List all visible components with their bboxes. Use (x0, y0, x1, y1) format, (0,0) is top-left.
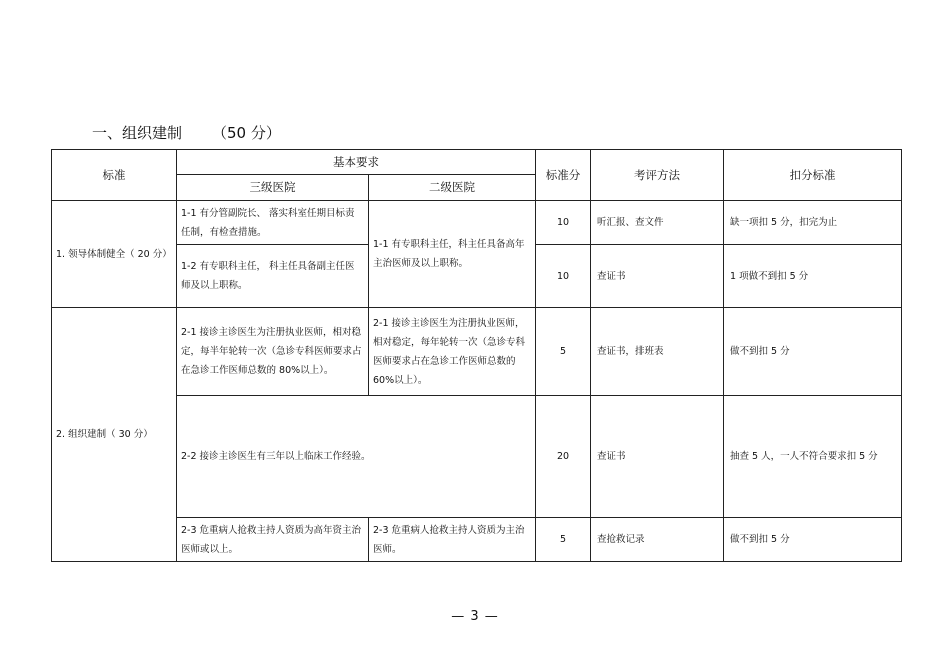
header-tier2: 二级医院 (369, 175, 536, 201)
method-cell: 听汇报、查文件 (591, 201, 724, 245)
table-row (52, 518, 902, 562)
method-cell: 查证书 (591, 396, 724, 518)
header-method: 考评方法 (591, 150, 724, 201)
deduction-cell: 做不到扣 5 分 (724, 308, 902, 396)
table-row (52, 308, 902, 396)
evaluation-table (51, 149, 902, 562)
tier2-requirement: 2-3 危重病人抢救主持人资质为主治医师。 (369, 518, 536, 562)
section-score: （50 分） (212, 124, 281, 142)
header-score: 标准分 (536, 150, 591, 201)
table-row (52, 396, 902, 518)
score-cell: 5 (536, 518, 591, 562)
table-row (52, 201, 902, 245)
merged-requirement: 2-2 接诊主诊医生有三年以上临床工作经验。 (177, 396, 536, 518)
deduction-cell: 1 项做不到扣 5 分 (724, 245, 902, 308)
score-cell: 20 (536, 396, 591, 518)
deduction-cell: 抽查 5 人，一人不符合要求扣 5 分 (724, 396, 902, 518)
header-standard: 标准 (52, 150, 177, 201)
tier2-requirement: 2-1 接诊主诊医生为注册执业医师，相对稳定，每年轮转一次（急诊专科医师要求占在急诊工作医师总数的 60%以上）。 (369, 308, 536, 396)
section-heading: 一、组织建制 (92, 124, 183, 142)
tier3-requirement: 2-1 接诊主诊医生为注册执业医师，相对稳定，每半年轮转一次（急诊专科医师要求占在急诊工作医师总数的 80%以上）。 (177, 308, 369, 396)
header-tier3: 三级医院 (177, 175, 369, 201)
method-cell: 查证书，排班表 (591, 308, 724, 396)
score-cell: 5 (536, 308, 591, 396)
standard-cell: 1. 领导体制健全（ 20 分） (52, 201, 177, 308)
method-cell: 查抢救记录 (591, 518, 724, 562)
deduction-cell: 做不到扣 5 分 (724, 518, 902, 562)
tier2-requirement: 1-1 有专职科主任，科主任具备高年主治医师及以上职称。 (369, 201, 536, 308)
method-cell: 查证书 (591, 245, 724, 308)
score-cell: 10 (536, 245, 591, 308)
page-number: — 3 — (451, 609, 499, 624)
deduction-cell: 缺一项扣 5 分，扣完为止 (724, 201, 902, 245)
score-cell: 10 (536, 201, 591, 245)
tier3-requirement: 2-3 危重病人抢救主持人资质为高年资主治医师或以上。 (177, 518, 369, 562)
header-basic-requirements: 基本要求 (177, 150, 536, 175)
section-title (92, 122, 281, 143)
header-deduction: 扣分标准 (724, 150, 902, 201)
standard-cell: 2. 组织建制（ 30 分） (52, 308, 177, 562)
tier3-requirement: 1-1 有分管副院长、 落实科室任期目标责任制，有检查措施。 (177, 201, 369, 245)
tier3-requirement: 1-2 有专职科主任， 科主任具备副主任医师及以上职称。 (177, 245, 369, 308)
